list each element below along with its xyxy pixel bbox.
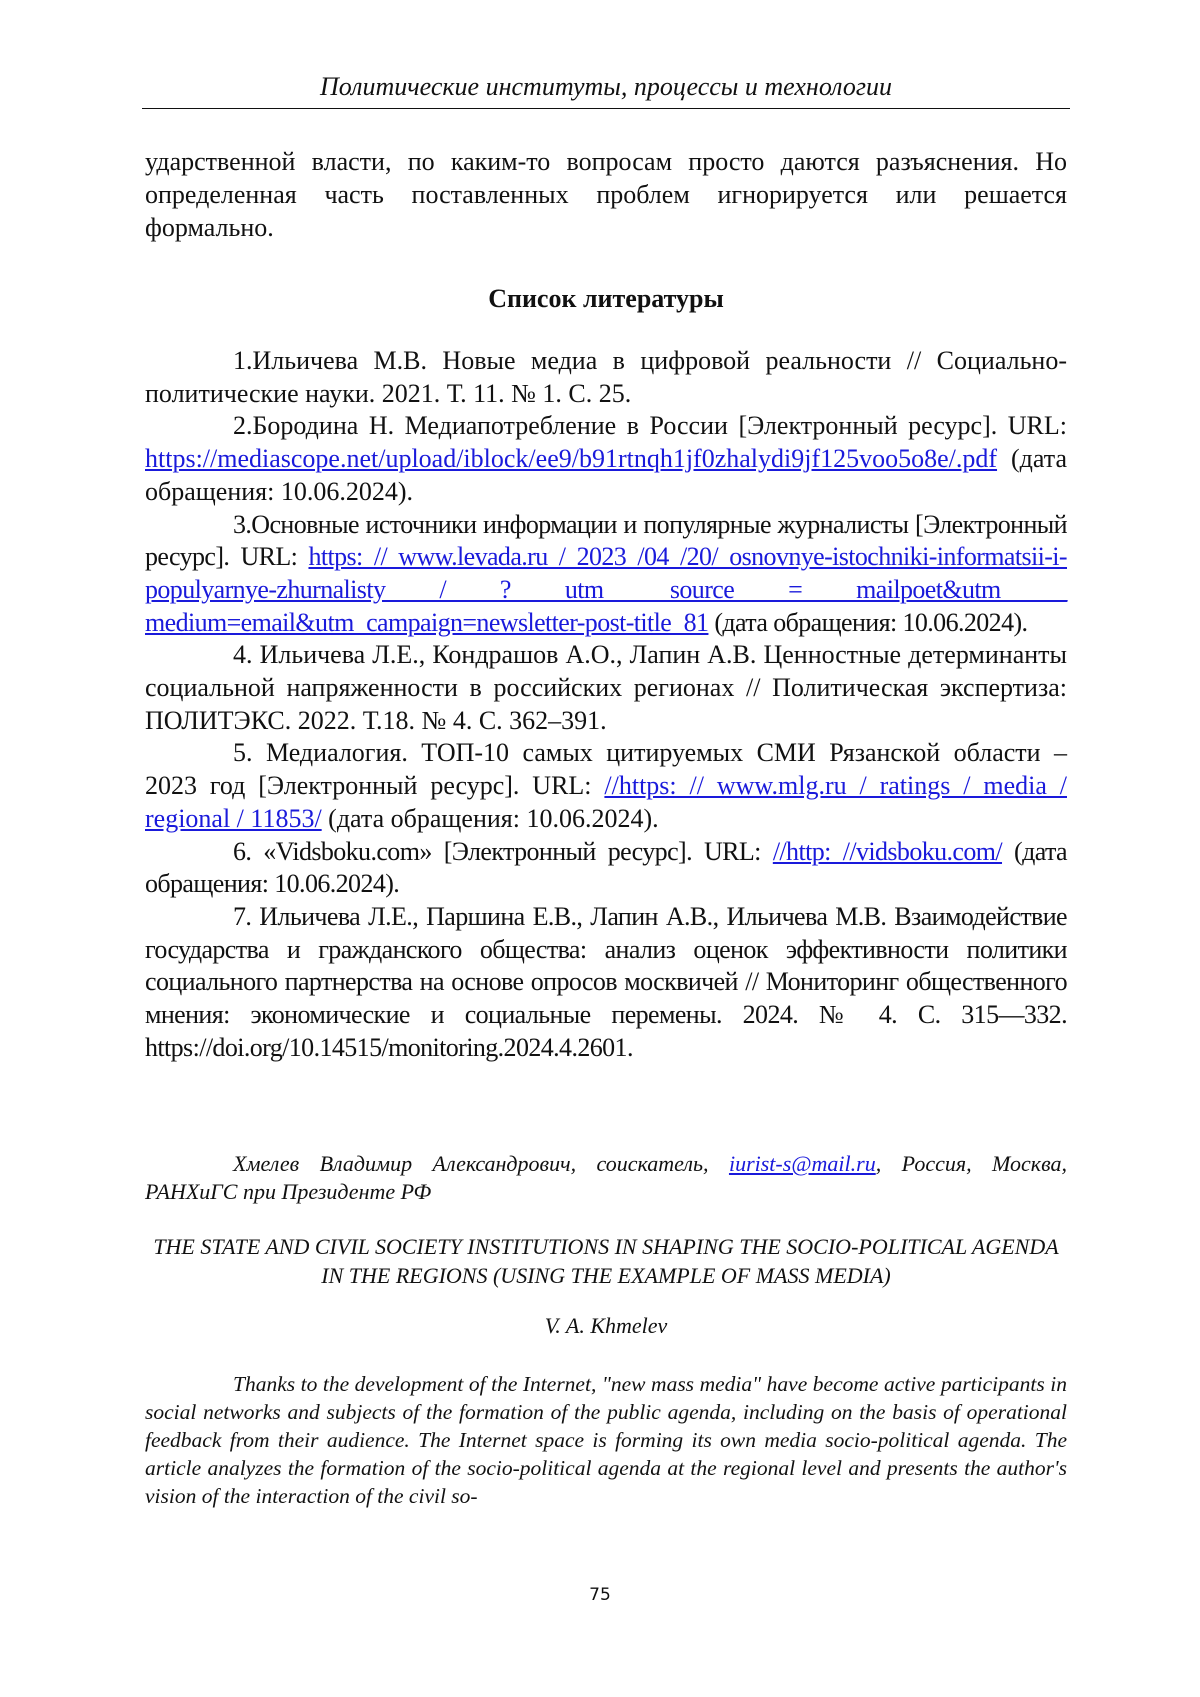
reference-item-3 [145, 509, 1067, 640]
references-list [145, 345, 1067, 1064]
reference-2-link[interactable]: https://mediascope.net/upload/iblock/ee9/b91rtnqh1jf0zhalydi9jf125voo5o8e/.pdf [145, 444, 997, 473]
english-author: V. A. Khmelev [145, 1312, 1067, 1340]
reference-5-text: 5. Медиалогия. ТОП-10 самых цитируемых СМИ Рязанской области – 2023 год [Электронный ресурс]. URL: [145, 738, 1067, 800]
reference-5-link[interactable]: //https: // www.mlg.ru / ratings / media / regional / 11853/ [145, 771, 1067, 833]
reference-3-access-date: (дата обращения: 10.06.2024). [708, 608, 1027, 637]
reference-item-5 [145, 737, 1067, 835]
author-name: Хмелев Владимир Александрович, соискатель, [233, 1151, 729, 1176]
reference-item-4: 4. Ильичева Л.Е., Кондрашов А.О., Лапин А.В. Ценностные детерминанты социальной напряженности в российских регионах // Политическая экспертиза: ПОЛИТЭКС. 2022. Т.18. № 4. С. 362–391. [145, 639, 1067, 737]
reference-6-text: 6. «Vidsboku.com» [Электронный ресурс]. URL: [233, 837, 773, 866]
reference-6-access-date: (дата обращения: 10.06.2024). [145, 837, 1067, 899]
document-page [0, 0, 1200, 1697]
reference-item-6 [145, 836, 1067, 901]
reference-3-text: 3.Основные источники информации и популярные журналисты [Электронный ресурс]. URL: [145, 510, 1067, 572]
reference-6-link[interactable]: //http: //vidsboku.com/ [773, 837, 1002, 866]
author-info [145, 1150, 1067, 1206]
page-number: 75 [0, 1585, 1200, 1605]
reference-item-2 [145, 410, 1067, 508]
reference-3-link[interactable]: https: // www.levada.ru / 2023 /04 /20/ osnovnye-istochniki-informatsii-i-populyarnye-zhurnalisty / ? utm _source = mailpoet&utm _ medium=email&utm_campaign=newsletter-post-title_81 [145, 542, 1067, 636]
running-header: Политические институты, процессы и технологии [142, 70, 1070, 104]
header-divider [142, 108, 1070, 109]
reference-item-1: 1.Ильичева М.В. Новые медиа в цифровой реальности // Социально-политические науки. 2021. Т. 11. № 1. С. 25. [145, 345, 1067, 410]
author-affiliation: , Россия, Москва, РАНХиГС при Президенте РФ [145, 1151, 1067, 1204]
reference-2-access-date: (дата обращения: 10.06.2024). [145, 444, 1067, 506]
intro-paragraph: ударственной власти, по каким-то вопросам просто даются разъяснения. Но определенная часть поставленных проблем игнорируется или решается формально. [145, 145, 1067, 244]
reference-item-7: 7. Ильичева Л.Е., Паршина Е.В., Лапин А.В., Ильичева М.В. Взаимодействие государства и гражданского общества: анализ оценок эффективности политики социального партнерства на основе опросов москвичей // Мониторинг общественного мнения: экономические и социальные перемены. 2024. № 4. С. 315—332. https://doi.org/10.14515/monitoring.2024.4.2601. [145, 901, 1067, 1065]
reference-2-text: 2.Бородина Н. Медиапотребление в России [Электронный ресурс]. URL: [233, 411, 1067, 440]
references-title: Список литературы [145, 282, 1067, 316]
reference-5-access-date: (дата обращения: 10.06.2024). [322, 804, 659, 833]
author-email-link[interactable]: iurist-s@mail.ru [729, 1151, 876, 1176]
english-title: THE STATE AND CIVIL SOCIETY INSTITUTIONS IN SHAPING THE SOCIO-POLITICAL AGENDA IN THE REGIONS (USING THE EXAMPLE OF MASS MEDIA) [145, 1232, 1067, 1290]
english-abstract: Thanks to the development of the Internet, "new mass media" have become active participants in social networks and subjects of the formation of the public agenda, including on the basis of operational feedback from their audience. The Internet space is forming its own media socio-political agenda. The article analyzes the formation of the socio-political agenda at the regional level and presents the author's vision of the interaction of the civil so- [145, 1370, 1067, 1510]
